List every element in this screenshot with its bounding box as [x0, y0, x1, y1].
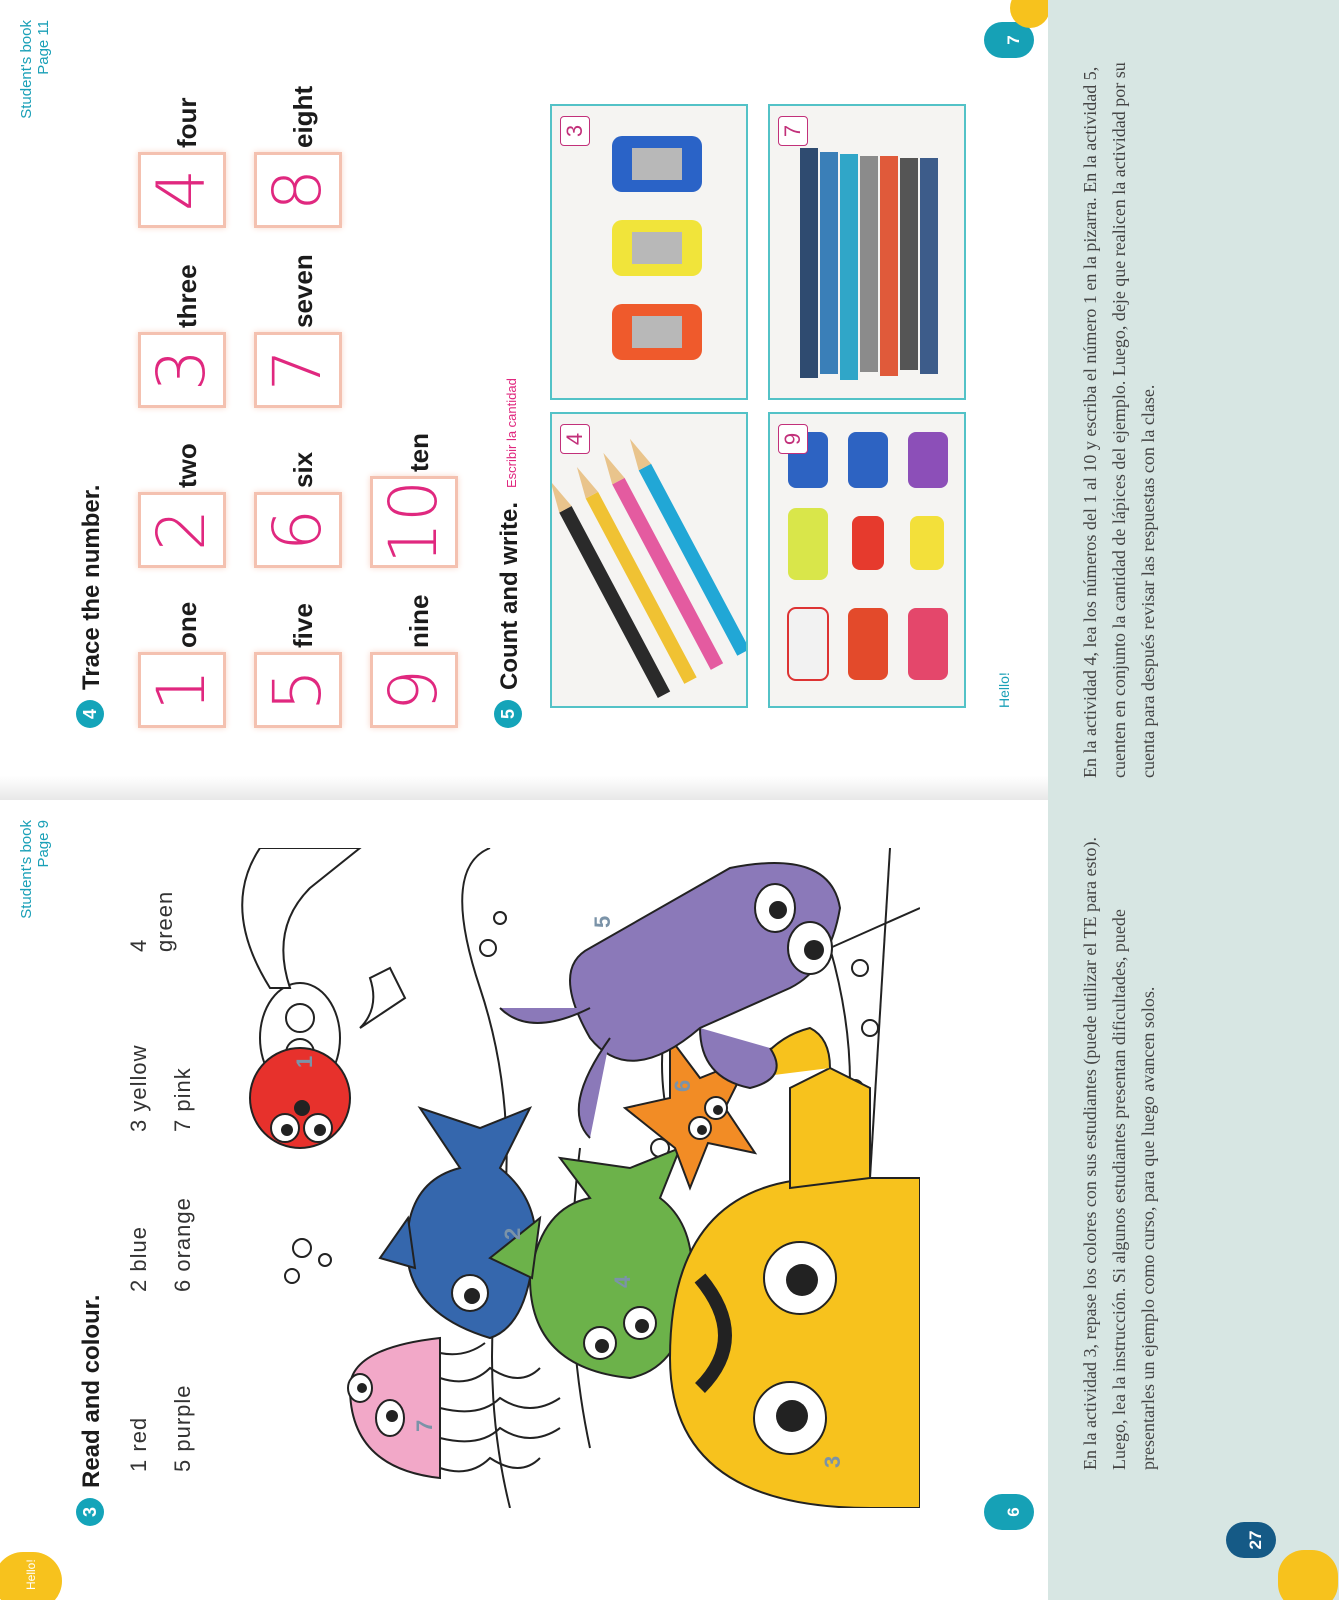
student-book-label: [18, 820, 52, 980]
student-book-label: [18, 20, 52, 190]
number-on-jellyfish: 7: [412, 1419, 437, 1432]
answer-box-sharpeners: 3: [560, 116, 590, 146]
activity-4-badge: 4: [76, 700, 104, 728]
colour-key-item-3: 3 yellow: [126, 1044, 151, 1132]
colour-key-item-5: 5 purple: [170, 1384, 195, 1472]
student-book-text: Student's book: [18, 20, 35, 119]
page-tab-7: 7: [984, 22, 1034, 58]
activity-5-note: Escribir la cantidad: [504, 378, 519, 488]
sharpeners-icon: [552, 106, 746, 398]
trace-box-7: 7: [254, 332, 342, 408]
trace-word-5: five: [288, 603, 318, 648]
books-icon: [770, 106, 964, 398]
underwater-illustration: [230, 848, 920, 1508]
activity-3-badge: 3: [76, 1498, 104, 1526]
colour-key-item-1: 1 red: [126, 1416, 151, 1472]
teacher-notes-panel: [1048, 0, 1339, 1600]
photo-pencils: [550, 412, 748, 708]
yellow-page-tab: [1278, 1550, 1338, 1600]
teacher-note-right: En la actividad 4, lea los números del 1 al 10 y escriba el número 1 en la pizarra. En la actividad 5, cuenten en conjunto la cantidad de lápices del ejemplo. Luego, deje que realicen la actividad por su cuenta para después revisar las respuestas con la clase.: [1080, 62, 1158, 778]
trace-word-4: four: [172, 97, 202, 148]
blue-fish: [380, 1108, 536, 1338]
answer-box-toy-cars: 9: [778, 424, 808, 454]
trace-box-2: 2: [138, 492, 226, 568]
photo-toy-cars: [768, 412, 966, 708]
answer-box-books: 7: [778, 116, 808, 146]
number-on-robot: 3: [820, 1455, 845, 1468]
number-on-starfish: 6: [670, 1079, 695, 1092]
trace-box-1: 1: [138, 652, 226, 728]
trace-box-6: 6: [254, 492, 342, 568]
trace-word-2: two: [172, 443, 202, 488]
student-book-text: Student's book: [18, 820, 35, 919]
book-page-text: Page 9: [35, 820, 52, 868]
activity-4-title: Trace the number.: [78, 484, 105, 690]
colour-key-item-4: 4 green: [126, 890, 177, 952]
guide-page-number: 27: [1226, 1522, 1276, 1558]
trace-word-3: three: [172, 264, 202, 328]
trace-box-8: 8: [254, 152, 342, 228]
number-on-blue-fish: 2: [500, 1227, 525, 1240]
page-tab-6: 6: [984, 1494, 1034, 1530]
trace-box-10: 10: [370, 476, 458, 568]
colour-key-item-6: 6 orange: [170, 1197, 195, 1292]
trace-word-7: seven: [288, 254, 318, 328]
trace-box-5: 5: [254, 652, 342, 728]
green-fish: [490, 1148, 692, 1378]
trace-word-1: one: [172, 601, 202, 648]
jellyfish: [348, 1338, 560, 1478]
number-on-octopus: 5: [590, 915, 615, 928]
activity-5-title: Count and write.: [496, 502, 523, 690]
colour-key-item-7: 7 pink: [170, 1067, 195, 1132]
trace-box-3: 3: [138, 332, 226, 408]
teacher-note-left: En la actividad 3, repase los colores con sus estudiantes (puede utilizar el TE para esto). Luego, lea la instrucción. Si algunos estudiantes presentan dificultades, puede presentarles un ejemplo como curso, para que luego avancen solos.: [1080, 837, 1158, 1470]
pencils-icon: [552, 414, 746, 706]
trace-box-9: 9: [370, 652, 458, 728]
photo-sharpeners: [550, 104, 748, 400]
number-on-pufferfish: 1: [292, 1055, 317, 1068]
colour-key: [126, 890, 216, 1488]
trace-word-10: ten: [404, 433, 434, 472]
toy-cars-icon: [770, 414, 964, 706]
book-page-text: Page 11: [35, 20, 52, 75]
activity-3-title: Read and colour.: [78, 1294, 105, 1488]
trace-box-4: 4: [138, 152, 226, 228]
left-page: [0, 800, 1048, 1600]
colour-key-item-2: 2 blue: [126, 1226, 151, 1292]
trace-word-6: six: [288, 451, 318, 488]
photo-books: [768, 104, 966, 400]
activity-5-badge: 5: [494, 700, 522, 728]
answer-box-pencils: 4: [560, 424, 590, 454]
footer-label: Hello!: [996, 672, 1012, 708]
number-on-green-fish: 4: [610, 1275, 635, 1288]
footer-label: Hello!: [24, 1559, 38, 1590]
trace-word-8: eight: [288, 85, 318, 148]
right-page: [0, 0, 1048, 780]
trace-word-9: nine: [404, 594, 434, 648]
